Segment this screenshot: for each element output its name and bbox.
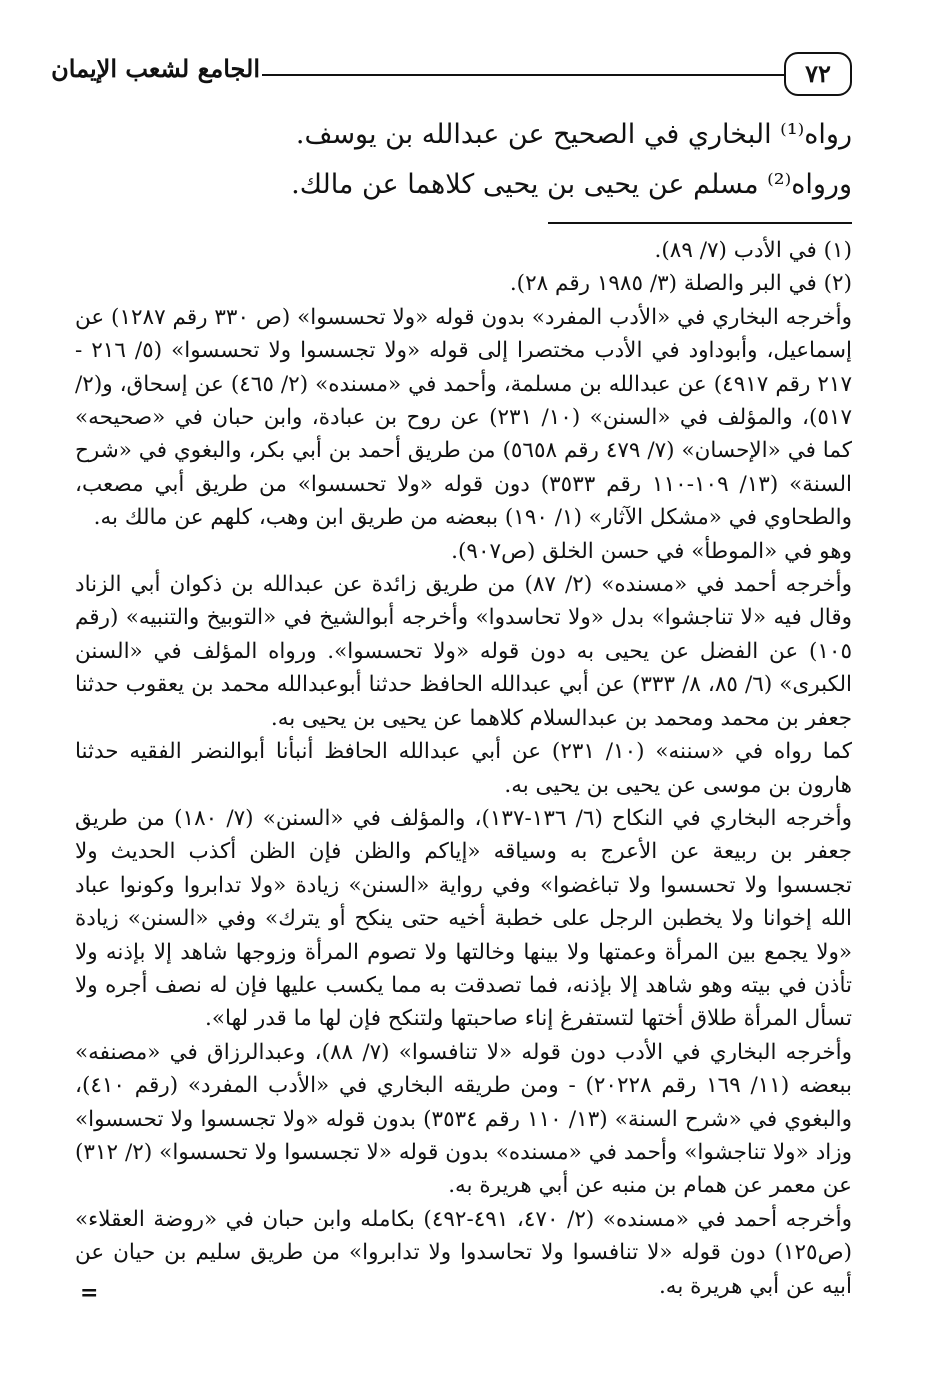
footnote-paragraph: وأخرجه أحمد في «مسنده» (٢/ ٨٧) من طريق زائدة عن عبدالله بن ذكوان أبي الزناد وقال فيه «لا تناجشوا» بدل «ولا تحاسدوا» وأخرجه أبوالشيخ في «التوبيخ والتنبيه» (رقم ١٠٥) عن الفضل عن يحيى به دون قوله «ولا تحسسوا». ورواه المؤلف في «السنن الكبرى» (٦/ ٨٥، ٨/ ٣٣٣) عن أبي عبدالله الحافظ حدثنا أبوعبدالله محمد بن يعقوب حدثنا جعفر بن محمد ومحمد بن عبدالسلام كلاهما عن يحيى بن يحيى به. (75, 572, 853, 731)
footnote-paragraph: وأخرجه أحمد في «مسنده» (٢/ ٤٧٠، ٤٩١-٤٩٢) بكامله وابن حبان في «روضة العقلاء» (ص١٢٥) دون قوله «لا تنافسوا ولا تحاسدوا ولا تدابروا» من طريق سليم بن حيان عن أبيه عن أبي هريرة به. (75, 1206, 852, 1299)
page-header (51, 46, 852, 102)
main-paragraph: رواه⁽¹⁾ البخاري في الصحيح عن عبدالله بن يوسف. (295, 119, 852, 150)
main-text (170, 112, 852, 212)
footnote-2: (٢) في البر والصلة (٣/ ١٩٨٥ رقم ٢٨). (509, 271, 852, 297)
footnote-paragraph: كما رواه في «سننه» (١٠/ ٢٣١) عن أبي عبدالله الحافظ أنبأنا أبوالنضر الفقيه حدثنا هارون بن موسى عن يحيى بن يحيى به. (75, 739, 853, 798)
page-number: ٧٢ (784, 52, 852, 96)
footnotes (75, 234, 852, 1303)
continuation-mark: = (80, 1280, 99, 1306)
footnote-paragraph: وهو في «الموطأ» في حسن الخلق (ص٩٠٧). (451, 538, 852, 564)
footnote-separator (548, 222, 852, 224)
book-title: الجامع لشعب الإيمان (51, 54, 260, 83)
main-paragraph: ورواه⁽²⁾ مسلم عن يحيى بن يحيى كلاهما عن مالك. (291, 169, 852, 200)
footnote-paragraph: وأخرجه البخاري في النكاح (٦/ ١٣٦-١٣٧)، والمؤلف في «السنن» (٧/ ١٨٠) من طريق جعفر بن ربيعة عن الأعرج به وسياقه «إياكم والظن فإن الظن أكذب الحديث ولا تجسسوا ولا تحسسوا ولا تباغضوا» وفي رواية «السنن» زيادة «ولا تدابروا وكونوا عباد الله إخوانا ولا يخطبن الرجل على خطبة أخيه حتى ينكح أو يترك» وفي «السنن» زيادة «ولا يجمع بين المرأة وعمتها ولا بينها وخالتها ولا تصوم المرأة وزوجها شاهد إلا بإذنه ولا تأذن في بيته وهو شاهد إلا بإذنه، فما تصدقت به مما يكسب عليها فإن له نصف أجره ولا تسأل المرأة طلاق أختها لتستفرغ إناء صاحبتها ولتنكح فإن لها ما قدر لها». (75, 805, 853, 1032)
footnote-paragraph: وأخرجه البخاري في «الأدب المفرد» بدون قوله «ولا تحسسوا» (ص ٣٣٠ رقم ١٢٨٧) عن إسماعيل، وأبوداود في الأدب مختصرا إلى قوله «ولا تجسسوا ولا تحسسوا» (٥/ ٢١٦ - ٢١٧ رقم ٤٩١٧) عن عبدالله بن مسلمة، وأحمد في «مسنده» (٢/ ٤٦٥) عن إسحاق، و(٢/ ٥١٧)، والمؤلف في «السنن» (١٠/ ٢٣١) عن روح بن عبادة، وابن حبان في «صحيحه» كما في «الإحسان» (٧/ ٤٧٩ رقم ٥٦٥٨) من طريق أحمد بن أبي بكر، والبغوي في «شرح السنة» (١٣/ ١٠٩-١١٠ رقم ٣٥٣٣) دون قوله «ولا تحسسوا» من طريق أبي مصعب، والطحاوي في «مشكل الآثار» (١/ ١٩٠) ببعضه من طريق ابن وهب، كلهم عن مالك به. (75, 304, 853, 531)
header-rule (262, 74, 784, 76)
footnote-paragraph: وأخرجه البخاري في الأدب دون قوله «لا تنافسوا» (٧/ ٨٨)، وعبدالرزاق في «مصنفه» ببعضه (١١/ ١٦٩ رقم ٢٠٢٢٨) - ومن طريقه البخاري في «الأدب المفرد» (رقم ٤١٠)، والبغوي في «شرح السنة» (١٣/ ١١٠ رقم ٣٥٣٤) بدون قوله «ولا تجسسوا ولا تحسسوا» وزاد «ولا تناجشوا» وأحمد في «مسنده» بدون قوله «لا تجسسوا ولا تحسسوا» (٢/ ٣١٢) عن معمر عن همام بن منبه عن أبي هريرة به. (75, 1039, 853, 1199)
footnote-1: (١) في الأدب (٧/ ٨٩). (654, 238, 852, 263)
